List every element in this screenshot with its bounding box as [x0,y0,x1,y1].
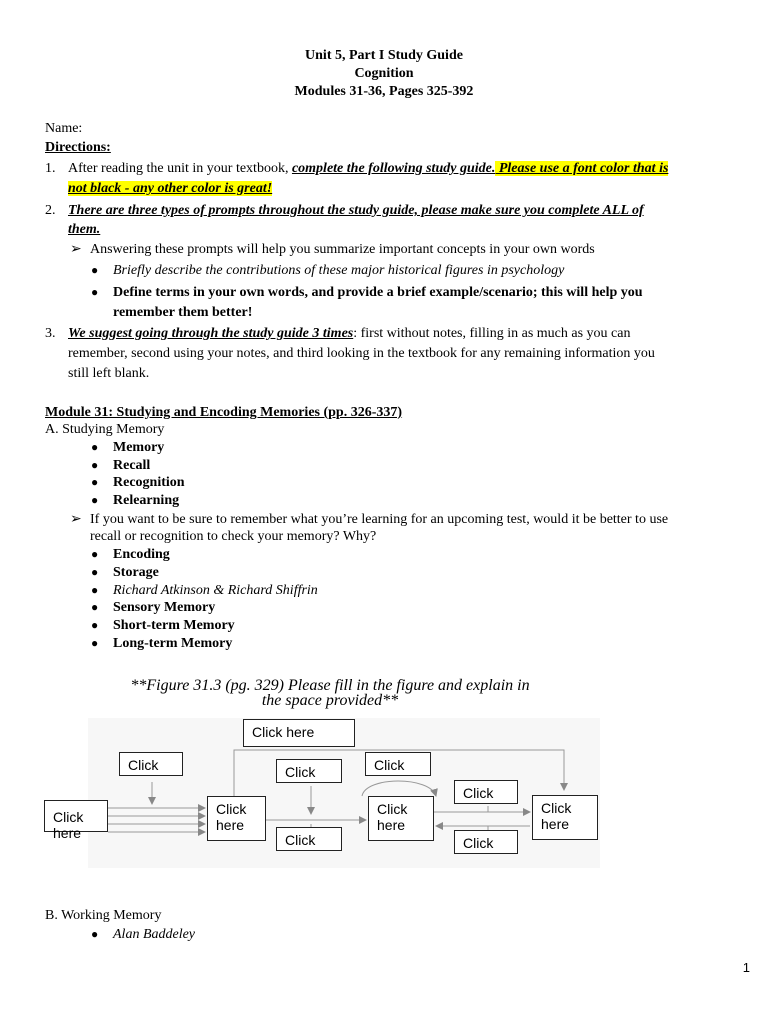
box-line-2: here [216,817,245,833]
bullet-icon: ● [91,547,99,561]
bullet-icon: ● [91,636,99,650]
item2-number: 2. [45,203,56,218]
figure-box-top[interactable]: Click here [243,719,355,747]
term-memory: Memory [113,440,165,455]
bullet-icon: ● [91,927,99,941]
term-sensory-memory: Sensory Memory [113,600,216,615]
bullet-icon: ● [91,493,99,507]
doc-subject: Cognition [354,66,414,81]
figure-box-here-1[interactable] [207,796,266,841]
bullet-icon: ● [91,475,99,489]
doc-title: Unit 5, Part I Study Guide [305,48,463,63]
bullet-icon: ● [91,600,99,614]
bullet-icon: ● [91,618,99,632]
box-line-1: Click [216,801,247,817]
sub-item-2b: remember them better! [113,305,253,320]
figure-box-click-6[interactable]: Click [454,830,518,854]
historical-figure: Richard Atkinson & Richard Shiffrin [113,583,318,598]
bullet-icon: ● [91,285,99,299]
item3-rest: : first without notes, filling in as much as you can [353,326,631,341]
figure-title-line-2: the space provided** [261,692,399,709]
bullet-icon: ● [91,263,99,277]
section-b-label: B. Working Memory [45,908,162,923]
item1-number: 1. [45,161,56,176]
term-long-term-memory: Long-term Memory [113,636,233,651]
bullet-icon: ● [91,583,99,597]
sub-item-1: Briefly describe the contributions of these major historical figures in psychology [113,263,565,278]
page-number: 1 [742,960,750,975]
figure-box-here-3[interactable] [532,795,598,840]
figure-box-click-4[interactable]: Click [454,780,518,804]
name-label: Name: [45,121,83,136]
term-recall: Recall [113,458,151,473]
item1-emphasis: complete the following study guide. [291,161,496,176]
figure-box-click-2[interactable]: Click [276,759,342,783]
directions-item-3b: remember, second using your notes, and third looking in the textbook for any remaining information you [68,346,655,361]
figure-box-click-5[interactable]: Click [276,827,342,851]
bullet-icon: ● [91,458,99,472]
question-line-2: recall or recognition to check your memory? Why? [90,529,377,544]
sub-item-2a: Define terms in your own words, and provide a brief example/scenario; this will help you [113,285,643,300]
figure-box-click-1[interactable]: Click [119,752,183,776]
item1-highlight-a: Please use a font color that is [495,161,669,176]
term-short-term-memory: Short-term Memory [113,618,235,633]
question-line-1: If you want to be sure to remember what you’re learning for an upcoming test, would it be better to use [90,512,669,527]
module-31-heading: Module 31: Studying and Encoding Memories (pp. 326-337) [45,405,403,420]
term-encoding: Encoding [113,547,170,562]
box-line-1: Click [377,801,408,817]
figure-box-click-3[interactable]: Click [365,752,431,776]
item1-highlight-b: not black - any other color is great! [68,181,273,196]
term-relearning: Relearning [113,493,180,508]
arrow-item-text: Answering these prompts will help you summarize important concepts in your own words [90,242,595,257]
bullet-icon: ● [91,565,99,579]
arrow-bullet-icon: ➢ [70,512,82,527]
figure-title-line-1: **Figure 31.3 (pg. 329) Please fill in the figure and explain in [130,677,530,694]
directions-item-2a: There are three types of prompts throughout the study guide, please make sure you complete ALL of [68,203,644,218]
box-line-1: Click [541,800,572,816]
bullet-icon: ● [91,440,99,454]
term-recognition: Recognition [113,475,185,490]
figure-box-sensory-input[interactable]: Click here [44,800,108,832]
doc-modules: Modules 31-36, Pages 325-392 [294,84,474,99]
item3-number: 3. [45,326,56,341]
figure-box-here-2[interactable] [368,796,434,841]
directions-heading: Directions: [45,140,111,155]
item1-plain: After reading the unit in your textbook, [68,161,292,176]
arrow-bullet-icon: ➢ [70,242,82,257]
section-a-label: A. Studying Memory [45,422,165,437]
item3-emphasis: We suggest going through the study guide 3 times [68,326,354,341]
box-line-2: here [541,816,570,832]
directions-item-3c: still left blank. [68,366,150,381]
box-line-2: here [377,817,406,833]
historical-figure-baddeley: Alan Baddeley [113,927,196,942]
directions-item-2b: them. [68,222,101,237]
term-storage: Storage [113,565,159,580]
